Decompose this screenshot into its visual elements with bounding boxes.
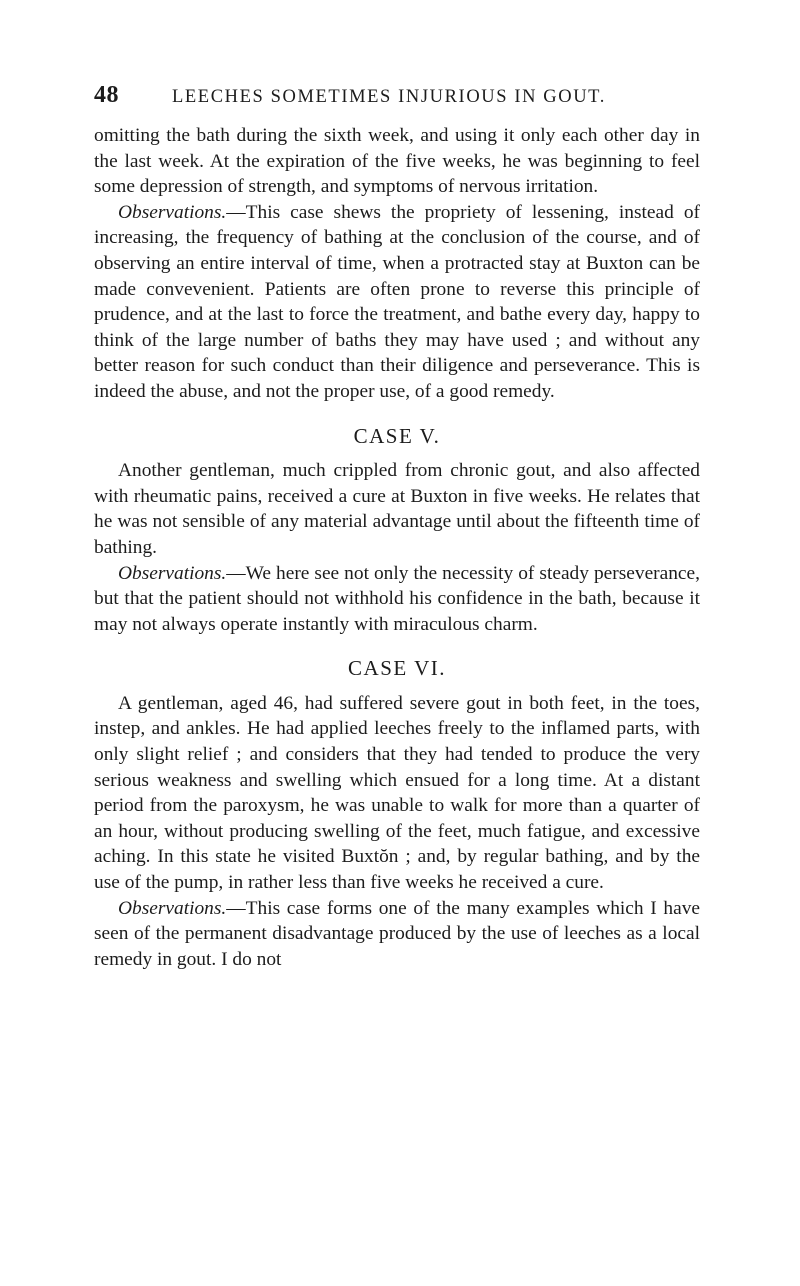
- observations-text: —This case forms one of the many examples which I have seen of the permanent disadvantage produced by the use of leeches as a local remedy in gout. I do not: [94, 897, 700, 970]
- case-v-observations: [94, 561, 700, 638]
- case-v-paragraph: Another gentleman, much crippled from chronic gout, and also affected with rheumatic pains, received a cure at Buxton in five weeks. He relates that he was not sensible of any material advantage until about the fifteenth time of bathing.: [94, 460, 700, 558]
- case-heading-v: CASE V.: [353, 423, 441, 448]
- observations-lead: Observations.: [118, 562, 227, 584]
- observations-paragraph: [94, 200, 700, 405]
- running-head: LEECHES SOMETIMES INJURIOUS IN GOUT.: [172, 87, 606, 107]
- observations-lead: Observations.: [118, 897, 227, 919]
- case-vi-paragraph: A gentleman, aged 46, had suffered severe gout in both feet, in the toes, instep, and ankles. He had applied leeches freely to the inflamed parts, with only slight relief ; and considers that they had tended to produce the very serious weakness and swelling which ensued for a long time. At a distant period from the paroxysm, he was unable to walk for more than a quarter of an hour, without producing swelling of the feet, much fatigue, and excessive aching. In this state he visited Buxtŏn ; and, by regular bathing, and by the use of the pump, in rather less than five weeks he received a cure.: [94, 692, 700, 894]
- case-vi-observations: [94, 896, 700, 973]
- case-heading-vi: CASE VI.: [348, 656, 446, 681]
- observations-lead: Observations.: [118, 201, 227, 223]
- body-text: [94, 123, 700, 972]
- page-header: [94, 82, 714, 112]
- observations-text: —This case shews the propriety of lessening, instead of increasing, the frequency of bathing at the conclusion of the course, and of observing an entire interval of time, when a protracted stay at Buxton can be made convevenient. Patients are often prone to reverse this principle of prudence, and at the last to force the treatment, and bathe every day, happy to think of the large number of baths they may have used ; and without any better reason for such conduct than their diligence and perseverance. This is indeed the abuse, and not the proper use, of a good remedy.: [94, 201, 700, 402]
- paragraph-continued: omitting the bath during the sixth week, and using it only each other day in the last week. At the expiration of the five weeks, he was beginning to feel some depression of strength, and symptoms of nervous irritation.: [94, 125, 700, 198]
- page-number: 48: [94, 82, 119, 108]
- observations-text: —We here see not only the necessity of steady perseverance, but that the patient should not withhold his confidence in the bath, because it may not always operate instantly with miraculous charm.: [94, 562, 700, 635]
